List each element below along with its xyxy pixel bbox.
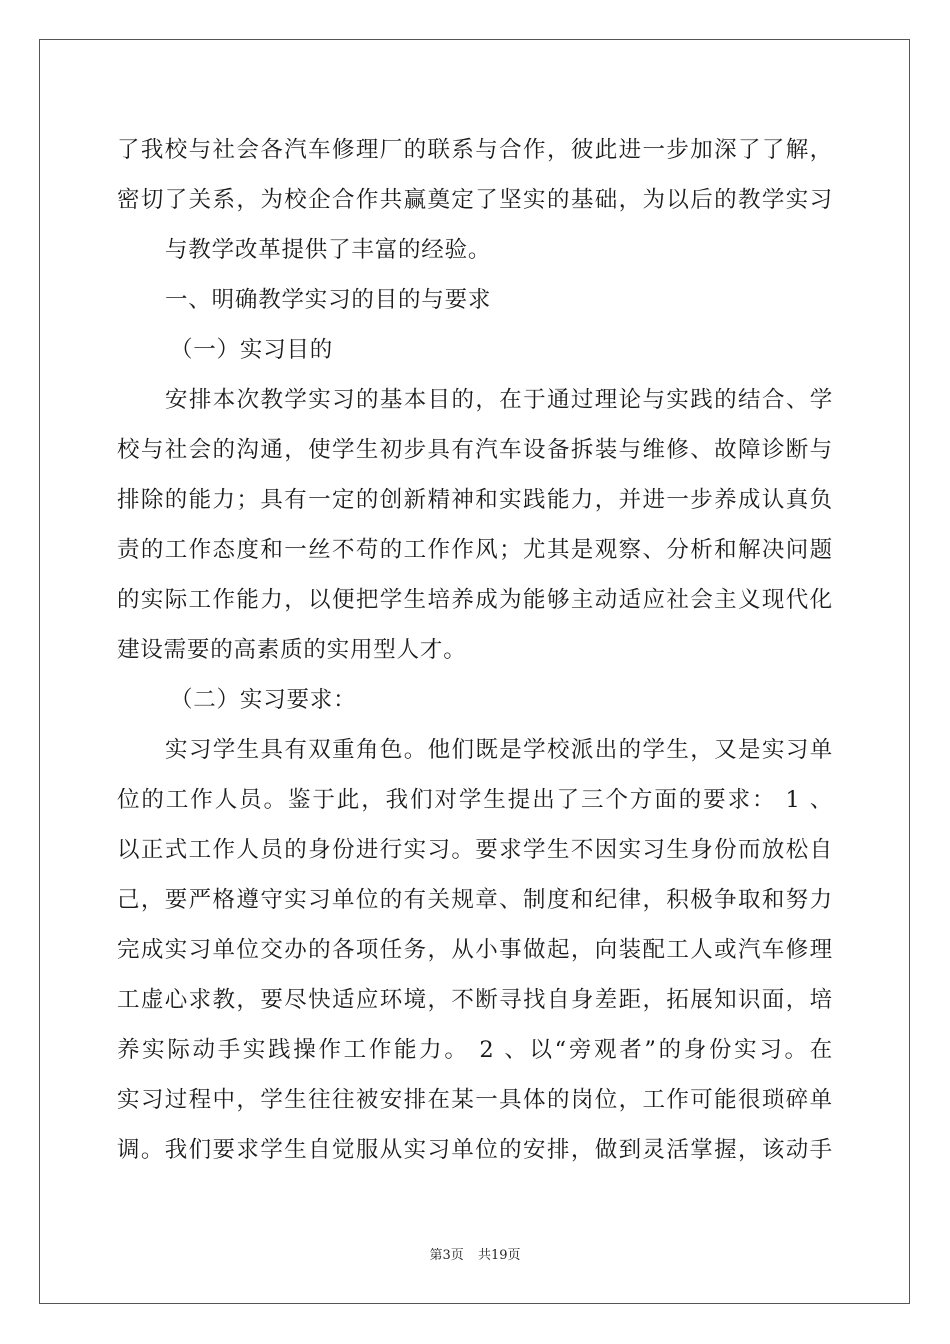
- section-heading: 一、明确教学实习的目的与要求: [165, 287, 492, 313]
- document-body: [117, 125, 833, 1175]
- paragraph-line: 了我校与社会各汽车修理厂的联系与合作，彼此进一步加深了了解，: [117, 137, 833, 163]
- paragraph-line: 工虚心求教，要尽快适应环境，不断寻找自身差距，拓展知识面，培: [117, 987, 833, 1013]
- paragraph-line: 责的工作态度和一丝不苟的工作作风；尤其是观察、分析和解决问题: [117, 537, 833, 563]
- paragraph-line: 安排本次教学实习的基本目的，在于通过理论与实践的结合、学: [165, 387, 833, 413]
- paragraph-line: 己，要严格遵守实习单位的有关规章、制度和纪律，积极争取和努力: [117, 887, 833, 913]
- paragraph-line: 位的工作人员。鉴于此，我们对学生提出了三个方面的要求： 1 、: [117, 787, 833, 813]
- paragraph-line: 完成实习单位交办的各项任务，从小事做起，向装配工人或汽车修理: [117, 937, 833, 963]
- paragraph-line: 调。我们要求学生自觉服从实习单位的安排，做到灵活掌握，该动手: [117, 1137, 833, 1163]
- paragraph-line: 密切了关系，为校企合作共赢奠定了坚实的基础，为以后的教学实习: [117, 187, 833, 213]
- paragraph-line: 建设需要的高素质的实用型人才。: [117, 637, 467, 663]
- paragraph-line: 实习过程中，学生往往被安排在某一具体的岗位，工作可能很琐碎单: [117, 1087, 833, 1113]
- paragraph-line: 排除的能力；具有一定的创新精神和实践能力，并进一步养成认真负: [117, 487, 833, 513]
- paragraph-line: 养实际动手实践操作工作能力。 2 、以“旁观者”的身份实习。在: [117, 1037, 833, 1063]
- paragraph-line: 的实际工作能力，以便把学生培养成为能够主动适应社会主义现代化: [117, 587, 833, 613]
- subsection-heading: （二）实习要求：: [170, 687, 357, 713]
- paragraph-line: 与教学改革提供了丰富的经验。: [165, 237, 492, 263]
- page-footer: [0, 1244, 950, 1263]
- paragraph-line: 校与社会的沟通，使学生初步具有汽车设备拆装与维修、故障诊断与: [117, 437, 833, 463]
- paragraph-line: 实习学生具有双重角色。他们既是学校派出的学生，又是实习单: [165, 737, 833, 763]
- paragraph-line: 以正式工作人员的身份进行实习。要求学生不因实习生身份而放松自: [117, 837, 833, 863]
- page-number: 第3页: [429, 1248, 464, 1263]
- page-total: 共19页: [477, 1248, 521, 1263]
- subsection-heading: （一）实习目的: [170, 337, 334, 363]
